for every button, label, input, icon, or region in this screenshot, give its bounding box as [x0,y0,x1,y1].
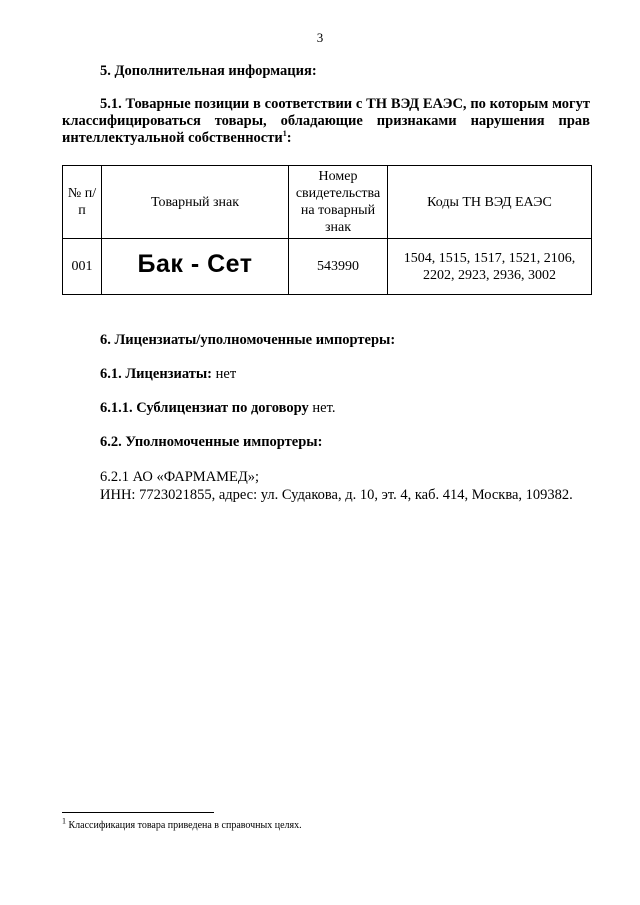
sublicensee-line [62,400,590,417]
section-5-1-text: 5.1. Товарные позиции в соответствии с ТН ВЭД ЕАЭС, по которым могут классифицироваться товары, обладающие признаками нарушения прав интеллектуальной собственности [62,96,590,146]
section-5-1-heading: 5.1. Товарные позиции в соответствии с ТН ВЭД ЕАЭС, по которым могут классифицироваться товары, обладающие признаками нарушения прав интеллектуальной собственности$^1$: [62,96,590,146]
page-number: 3 [316,30,324,45]
importer-name: 6.2.1 АО «ФАРМАМЕД»; [100,469,260,485]
footnote-text: Классификация товара приведена в справочных целях. [66,820,302,831]
trademark-table [62,165,592,295]
licensees-line [62,366,590,383]
header-number: № п/п [63,166,102,239]
footnote-mark: 1 [62,816,66,826]
sublicensee-value: нет. [308,400,336,416]
row-codes: 1504, 1515, 1517, 1521, 2106, 2202, 2923, 2936, 3002 [388,239,592,295]
importers-heading: 6.2. Уполномоченные импортеры: [100,434,323,450]
row-number: 001 [63,239,102,295]
trademark-logo-text: Бак - Сет [137,250,253,278]
importer-details: ИНН: 7723021855, адрес: ул. Судакова, д. 10, эт. 4, каб. 414, Москва, 109382. [100,487,573,503]
sublicensee-label: 6.1.1. Сублицензиат по договору [100,400,309,416]
footnote [62,816,302,831]
licensees-label: 6.1. Лицензиаты: [100,366,213,382]
row-trademark [102,239,289,295]
header-codes: Коды ТН ВЭД ЕАЭС [388,166,592,239]
footnote-divider [62,812,214,813]
licensees-value: нет [212,366,237,382]
header-trademark: Товарный знак [102,166,289,239]
row-certificate: 543990 [289,239,388,295]
section-6-heading: 6. Лицензиаты/уполномоченные импортеры: [100,332,396,348]
table-header-row [63,166,592,239]
footnote-reference[interactable]: 1 [282,129,287,139]
header-certificate: Номер свидетельства на товарный знак [289,166,388,239]
table-row [63,239,592,295]
section-5-heading: 5. Дополнительная информация: [100,63,317,79]
